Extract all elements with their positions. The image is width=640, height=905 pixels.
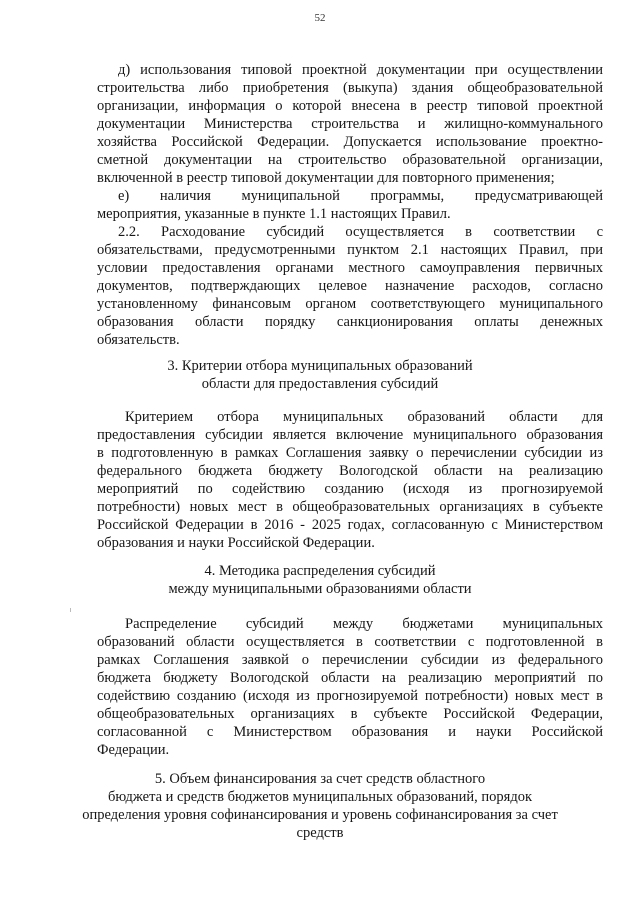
- text-line: Федерации.: [97, 742, 170, 758]
- text-line: мероприятий по содействию созданию (исходя из прогнозируемой: [97, 481, 603, 497]
- heading-line: 3. Критерии отбора муниципальных образований: [167, 358, 473, 374]
- text-line: содействию созданию (исходя из прогнозируемой потребности) новых мест в: [97, 688, 603, 704]
- text-line: образования и науки Российской Федерации.: [97, 535, 375, 551]
- text-line: д) использования типовой проектной документации при осуществлении: [118, 62, 603, 78]
- heading-line: 4. Методика распределения субсидий: [204, 563, 436, 579]
- scan-mark: [70, 608, 71, 612]
- text-line: Критерием отбора муниципальных образований области для: [125, 409, 603, 425]
- heading-line: между муниципальными образованиями области: [168, 581, 472, 597]
- text-line: образований области осуществляется в соответствии с подготовленной в: [97, 634, 603, 650]
- text-line: Российской Федерации в 2016 - 2025 годах, согласованную с Министерством: [97, 517, 603, 533]
- text-line: бюджета бюджету Вологодской области на реализацию мероприятий по: [97, 670, 603, 686]
- heading-line: бюджета и средств бюджетов муниципальных образований, порядок: [107, 789, 533, 805]
- heading-line: средств: [296, 825, 344, 841]
- text-line: 2.2. Расходование субсидий осуществляется в соответствии с: [118, 224, 603, 240]
- page-number: 52: [314, 12, 326, 24]
- text-line: условии предоставления органами местного самоуправления первичных: [97, 260, 603, 276]
- heading-line: 5. Объем финансирования за счет средств областного: [154, 771, 486, 787]
- text-line: включенной в реестр типовой документации для повторного применения;: [97, 170, 555, 186]
- text-line: потребности) новых мест в общеобразовательных организациях в субъекте: [97, 499, 603, 515]
- text-line: обязательств.: [97, 332, 180, 348]
- text-line: организации, информация о которой внесена в реестр типовой проектной: [97, 98, 603, 114]
- text-line: е) наличия муниципальной программы, предусматривающей: [118, 188, 603, 204]
- text-line: сметной документации на строительство образовательной организации,: [97, 152, 603, 168]
- text-line: федерального бюджета бюджету Вологодской области на реализацию: [97, 463, 603, 479]
- heading-line: области для предоставления субсидий: [201, 376, 439, 392]
- text-line: документации Министерства строительства и жилищно-коммунального: [97, 116, 603, 132]
- text-line: строительства либо приобретения (выкупа) здания общеобразовательной: [97, 80, 603, 96]
- text-line: мероприятия, указанные в пункте 1.1 настоящих Правил.: [97, 206, 451, 222]
- heading-line: определения уровня софинансирования и уровень софинансирования за счет: [82, 807, 558, 823]
- text-line: рамках Соглашения заявкой о перечислении субсидии из федерального: [97, 652, 603, 668]
- text-line: образования области порядку санкционирования оплаты денежных: [97, 314, 603, 330]
- text-line: установленному финансовым органом соответствующего муниципального: [97, 296, 603, 312]
- text-line: хозяйства Российской Федерации. Допускается использование проектно-: [97, 134, 603, 150]
- text-line: в подготовленную в рамках Соглашения заявку о перечислении субсидии из: [97, 445, 603, 461]
- text-line: общеобразовательных организациях в субъекте Российской Федерации,: [97, 706, 603, 722]
- text-line: документов, подтверждающих целевое назначение расходов, согласно: [97, 278, 603, 294]
- text-line: согласованной с Министерством образования и науки Российской: [97, 724, 603, 740]
- text-line: предоставления субсидии является включение муниципального образования: [97, 427, 603, 443]
- text-line: Распределение субсидий между бюджетами муниципальных: [125, 616, 603, 632]
- text-line: обязательствами, предусмотренными пунктом 2.1 настоящих Правил, при: [97, 242, 603, 258]
